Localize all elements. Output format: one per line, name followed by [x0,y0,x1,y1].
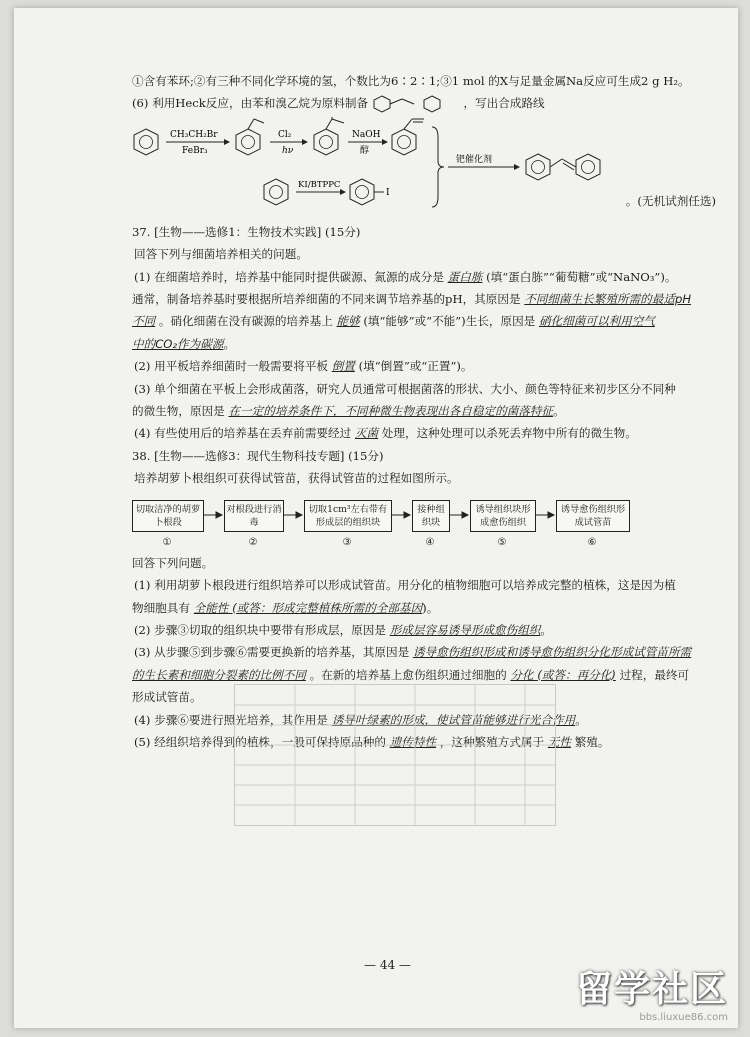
q37-1-text-c: 通常，制备培养基时要根据所培养细菌的不同来调节培养基的pH，其原因是 [132,292,521,307]
flow-step-1-num: ① [162,536,172,548]
benzene-icon-2 [264,179,288,205]
bleed-through-lines [235,685,555,825]
answer-text: 能够 [336,314,360,329]
flow-step-4-num: ④ [425,536,435,548]
chloroethylbenzene-icon [314,117,344,155]
answer-text: 在一定的培养条件下，不同种微生物表现出各自稳定的菌落特征 [228,404,554,419]
question-6-tail: ，写出合成路线 [463,96,545,111]
q37-4-line [132,422,718,444]
q37-4-text-b: 处理，这种处理可以杀死丢弃物中所有的微生物。 [381,426,637,441]
q37-3-line2: 的微生物，原因是 在一定的培养条件下，不同种微生物表现出各自稳定的菌落特征。 [132,404,565,419]
answer-text: 中的CO₂作为碳源 [132,336,224,351]
q38-1-line1: (1) 利用胡萝卜根段进行组织培养可以形成试管苗。用分化的植物细胞可以培养成完整的植株，这是因为植 [134,578,676,593]
q38-ask: 回答下列问题。 [132,555,214,570]
condition-3: 醇 [360,145,370,156]
flow-step-1: 切取洁净的胡萝卜根段 [132,500,204,532]
bleed-through-table [234,684,556,826]
q38-1-text: 物细胞具有 [132,600,190,615]
question-6-text: (6) 利用Heck反应，由苯和溴乙烷为原料制备 [132,96,369,111]
reagent-5: 钯催化剂 [456,154,493,165]
watermark-url: bbs.liuxue86.com [639,1012,728,1023]
answer-text: 全能性 (或答：形成完整植株所需的全部基因 [193,600,423,615]
page-content [132,70,718,753]
flow-step-5-num: ⑤ [497,536,507,548]
synthesis-scheme [132,117,718,219]
answer-text: 遗传特性 [389,734,437,749]
process-flowchart [132,498,718,548]
stilbene-icon [526,154,600,180]
reagent-2: Cl₂ [278,129,292,140]
flow-step-2: 对根段进行消毒 [224,500,284,532]
scheme-note: 。(无机试剂任选) [625,194,716,209]
q37-2-text-b: (填“倒置”或“正置”)。 [358,359,473,374]
q37-1-line3 [132,310,718,332]
q38-intro: 培养胡萝卜根组织可获得试管苗，获得试管苗的过程如图所示。 [134,471,459,486]
q38-5-text: (5) 经组织培养得到的植株，一般可保持原品种的 [134,734,386,749]
q37-3-text: 的微生物，原因是 [132,404,225,419]
q37-1-line4: 中的CO₂作为碳源。 [132,336,236,351]
q38-3-line1 [132,641,718,663]
reagent-3: NaOH [352,129,381,140]
reagent-1: CH₃CH₂Br [170,129,218,140]
q38-1-line2: 物细胞具有 全能性 (或答：形成完整植株所需的全部基因)。 [132,600,439,615]
exam-page [14,8,738,1028]
answer-text: 倒置 [331,359,355,374]
q37-1-text: (1) 在细菌培养时，培养基中能同时提供碳源、氮源的成分是 [134,269,444,284]
flow-step-5: 诱导组织块形成愈伤组织 [470,500,536,532]
answer-text: 无性 [547,734,572,749]
q37-1-line2 [132,288,718,310]
flow-step-6-num: ⑥ [587,536,597,548]
q38-heading: 38. [生物——选修3：现代生物科技专题] (15分) [132,448,384,463]
q38-2-line: (2) 步骤③切取的组织块中要带有形成层，原因是 形成层容易诱导形成愈伤组织。 [134,622,553,637]
answer-text: 硝化细菌可以利用空气 [538,314,655,329]
watermark [576,961,728,1023]
q38-3-text-c: 过程，最终可 [619,667,690,682]
brace [432,127,444,207]
q38-3-text-b: 。在新的培养基上愈伤组织通过细胞的 [309,667,507,682]
condition-line: ①含有苯环;②有三种不同化学环境的氢，个数比为6∶2∶1;③1 mol 的X与足量金属Na反应可生成2 g H₂。 [132,74,690,88]
flow-step-4: 接种组织块 [412,500,450,532]
flow-step-2-num: ② [248,536,258,548]
answer-text: 诱导叶绿素的形成，使试管苗能够进行光合作用 [331,712,576,727]
q38-3-line2 [132,664,718,686]
q38-3-line3: 形成试管苗。 [132,690,202,705]
answer-text: 灭菌 [354,426,379,441]
watermark-logo: 留学社区 [575,969,728,1010]
q38-3-text: (3) 从步骤⑤到步骤⑥需要更换新的培养基，其原因是 [134,645,410,660]
q38-2-text: (2) 步骤③切取的组织块中要带有形成层，原因是 [134,622,386,637]
q37-1-text-e: (填“能够”或“不能”)生长，原因是 [363,314,536,329]
q37-intro: 回答下列与细菌培养相关的问题。 [134,247,308,262]
q37-4-text: (4) 有些使用后的培养基在丢弃前需要经过 [134,426,352,441]
q37-heading: 37. [生物——选修1：生物技术实践] (15分) [132,224,361,239]
answer-text: 不同 [132,314,156,329]
page-number: — 44 — [364,958,411,972]
ethylbenzene-icon [236,119,264,155]
reagent-4: KI/BTPPC [298,179,341,190]
iodobenzene-icon [350,179,384,205]
condition-2: hν [282,145,294,156]
q38-4-line: (4) 步骤⑥要进行照光培养，其作用是 诱导叶绿素的形成，使试管苗能够进行光合作用。 [134,712,587,727]
q37-1-line1 [132,266,718,288]
answer-text: 不同细菌生长繁殖所需的最适pH [524,292,692,307]
q37-2-text: (2) 用平板培养细菌时一般需要将平板 [134,359,329,374]
answer-text: 诱导愈伤组织形成和诱导愈伤组织分化形成试管苗所需 [412,645,692,660]
q38-5-text-c: 繁殖。 [574,734,610,749]
condition-1: FeBr₃ [182,145,208,156]
answer-text: 蛋白胨 [447,269,483,284]
q37-2-line [132,355,718,377]
styrene-icon [392,119,424,155]
iodo-label: I [386,187,390,198]
target-molecule-icon [372,95,460,113]
answer-text: 的生长素和细胞分裂素的比例不同 [132,667,306,682]
flow-step-3-num: ③ [342,536,352,548]
q38-5-text-b: ，这种繁殖方式属于 [439,734,545,749]
q37-1-text-b: (填“蛋白胨”“葡萄糖”或“NaNO₃”)。 [486,269,677,284]
flow-step-6: 诱导愈伤组织形成试管苗 [556,500,630,532]
benzene-icon [134,129,158,155]
answer-text: 分化 (或答：再分化) [510,667,616,682]
q37-3-line1: (3) 单个细菌在平板上会形成菌落，研究人员通常可根据菌落的形状、大小、颜色等特征来初步区分不同种 [134,381,676,396]
q38-4-text: (4) 步骤⑥要进行照光培养，其作用是 [134,712,329,727]
question-6-line [132,92,718,114]
q37-1-text-d: 。硝化细菌在没有碳源的培养基上 [158,314,333,329]
answer-text: 形成层容易诱导形成愈伤组织 [389,622,541,637]
flow-step-3: 切取1cm³左右带有形成层的组织块 [304,500,392,532]
